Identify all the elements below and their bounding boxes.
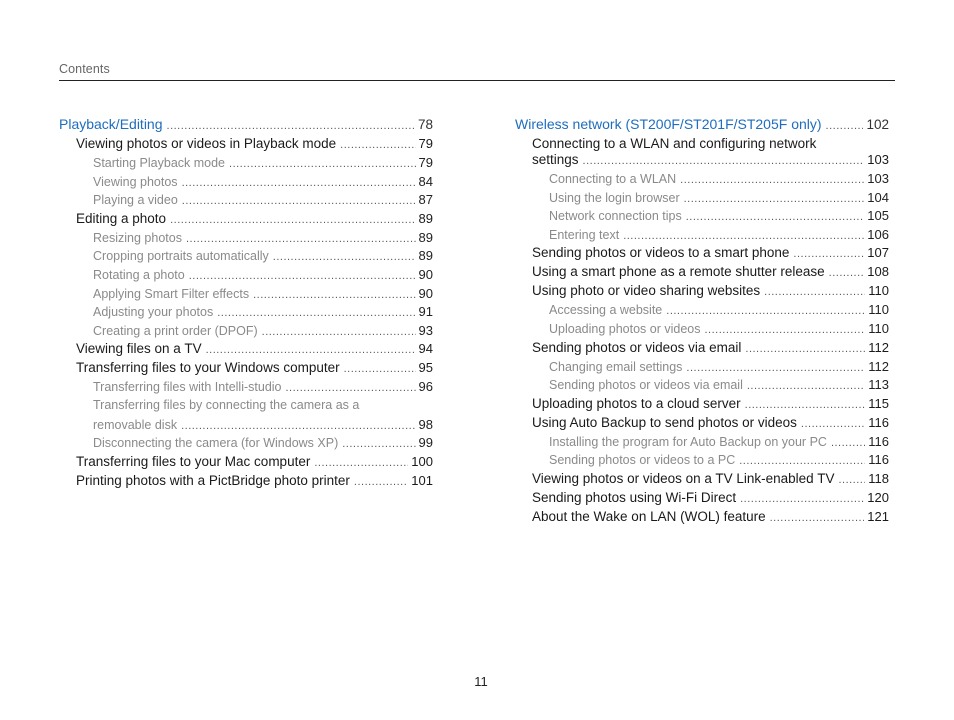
toc-entry[interactable] bbox=[59, 379, 433, 398]
toc-entry-title: Sending photos using Wi-Fi Direct bbox=[532, 489, 737, 505]
toc-entry-page: 98 bbox=[418, 416, 433, 432]
toc-entry-page: 90 bbox=[418, 266, 433, 282]
toc-entry-page: 100 bbox=[411, 453, 433, 469]
toc-entry-title: settings bbox=[532, 152, 579, 167]
toc-entry[interactable] bbox=[59, 435, 433, 454]
toc-entry-title: Disconnecting the camera (for Windows XP) bbox=[93, 436, 339, 451]
toc-dot-leader bbox=[686, 211, 865, 223]
toc-entry-page: 91 bbox=[418, 304, 433, 320]
toc-entry[interactable] bbox=[515, 471, 889, 490]
toc-entry-title-line: Connecting to a WLAN and configuring network bbox=[532, 136, 817, 151]
toc-entry-title: Playback/Editing bbox=[59, 116, 163, 132]
toc-entry-title: Using a smart phone as a remote shutter release bbox=[532, 264, 825, 280]
toc-dot-leader bbox=[831, 437, 865, 449]
toc-entry-page: 89 bbox=[418, 210, 433, 226]
toc-entry-title: Playing a video bbox=[93, 193, 178, 208]
toc-entry[interactable] bbox=[515, 264, 889, 283]
toc-dot-leader bbox=[745, 343, 865, 355]
toc-dot-leader bbox=[583, 155, 865, 167]
toc-dot-leader bbox=[189, 270, 416, 282]
toc-entry[interactable] bbox=[59, 248, 433, 267]
toc-entry[interactable] bbox=[515, 245, 889, 264]
toc-entry-title: removable disk bbox=[93, 417, 178, 432]
toc-entry[interactable] bbox=[59, 174, 433, 193]
toc-dot-leader bbox=[686, 362, 865, 374]
toc-dot-leader bbox=[666, 305, 865, 317]
toc-entry[interactable] bbox=[515, 116, 889, 136]
toc-entry-title: Viewing photos or videos on a TV Link-enabled TV bbox=[532, 470, 835, 486]
toc-entry-page: 108 bbox=[867, 264, 889, 280]
toc-dot-leader bbox=[793, 248, 864, 260]
toc-dot-leader bbox=[801, 418, 865, 430]
toc-entry-title: Transferring files to your Mac computer bbox=[76, 453, 311, 469]
page-number: 11 bbox=[474, 674, 488, 689]
toc-entry-title: Wireless network (ST200F/ST201F/ST205F only) bbox=[515, 116, 822, 132]
toc-entry-title: Installing the program for Auto Backup on your PC bbox=[549, 434, 827, 449]
toc-dot-leader bbox=[342, 438, 415, 450]
section-header: Contents bbox=[59, 62, 110, 76]
toc-entry-title: Transferring files to your Windows computer bbox=[76, 360, 340, 376]
toc-entry[interactable] bbox=[59, 454, 433, 473]
toc-entry-title: Applying Smart Filter effects bbox=[93, 286, 250, 301]
toc-entry[interactable] bbox=[59, 323, 433, 342]
toc-entry[interactable] bbox=[515, 340, 889, 359]
toc-entry-title: Sending photos or videos via email bbox=[549, 378, 743, 393]
toc-entry-title: Accessing a website bbox=[549, 303, 663, 318]
toc-entry[interactable] bbox=[515, 171, 889, 190]
toc-entry-title: Entering text bbox=[549, 227, 620, 242]
toc-entry[interactable] bbox=[515, 452, 889, 471]
toc-entry[interactable] bbox=[515, 283, 889, 302]
toc-dot-leader bbox=[623, 230, 864, 242]
toc-entry-page: 110 bbox=[868, 320, 889, 336]
toc-entry[interactable] bbox=[59, 417, 433, 436]
toc-entry-page: 102 bbox=[866, 117, 889, 132]
toc-entry-title: Uploading photos to a cloud server bbox=[532, 395, 741, 411]
toc-dot-leader bbox=[182, 195, 416, 207]
toc-entry[interactable] bbox=[59, 267, 433, 286]
toc-dot-leader bbox=[170, 214, 415, 226]
toc-entry-page: 107 bbox=[867, 245, 889, 261]
toc-entry-title: Printing photos with a PictBridge photo printer bbox=[76, 472, 350, 488]
toc-entry[interactable] bbox=[515, 359, 889, 378]
toc-dot-leader bbox=[344, 363, 416, 375]
toc-entry-title: Connecting to a WLAN bbox=[549, 172, 677, 186]
header-divider bbox=[59, 80, 895, 81]
toc-entry[interactable] bbox=[59, 473, 433, 492]
toc-entry-title: Starting Playback mode bbox=[93, 156, 226, 170]
toc-entry-page: 94 bbox=[418, 341, 433, 357]
toc-dot-leader bbox=[745, 399, 866, 411]
toc-entry-title: Sending photos or videos to a PC bbox=[549, 453, 736, 468]
toc-dot-leader bbox=[829, 267, 865, 279]
toc-dot-leader bbox=[826, 120, 864, 132]
toc-dot-leader bbox=[286, 382, 416, 394]
toc-entry-page: 118 bbox=[868, 470, 889, 486]
toc-entry-page: 79 bbox=[418, 136, 433, 151]
toc-dot-leader bbox=[262, 326, 416, 338]
toc-entry[interactable] bbox=[515, 321, 889, 340]
toc-entry-page: 116 bbox=[868, 452, 889, 468]
toc-dot-leader bbox=[684, 193, 865, 205]
toc-dot-leader bbox=[273, 251, 416, 263]
toc-entry-title: Resizing photos bbox=[93, 230, 182, 245]
toc-dot-leader bbox=[747, 380, 865, 392]
toc-entry-title-line: Transferring files by connecting the camera as a bbox=[93, 397, 360, 412]
toc-entry-title: Network connection tips bbox=[549, 209, 682, 224]
toc-entry[interactable] bbox=[59, 341, 433, 360]
toc-entry-title: Using photo or video sharing websites bbox=[532, 283, 761, 299]
toc-entry-title: Transferring files with Intelli-studio bbox=[93, 380, 282, 395]
toc-entry[interactable] bbox=[515, 434, 889, 453]
toc-entry-title: Creating a print order (DPOF) bbox=[93, 323, 258, 338]
toc-dot-leader bbox=[740, 493, 864, 505]
toc-dot-leader bbox=[770, 512, 865, 524]
toc-entry-page: 110 bbox=[868, 302, 889, 318]
toc-entry-page: 103 bbox=[867, 152, 889, 167]
toc-dot-leader bbox=[206, 344, 416, 356]
toc-entry[interactable] bbox=[515, 302, 889, 321]
toc-dot-leader bbox=[181, 420, 415, 432]
toc-entry-page: 112 bbox=[868, 358, 889, 374]
toc-entry-title: Viewing photos or videos in Playback mode bbox=[76, 136, 337, 151]
toc-entry-page: 116 bbox=[868, 433, 889, 449]
toc-entry-title: Using the login browser bbox=[549, 190, 680, 205]
toc-dot-leader bbox=[167, 120, 415, 132]
toc-entry-title: Changing email settings bbox=[549, 359, 683, 374]
toc-entry[interactable] bbox=[59, 304, 433, 323]
toc-dot-leader bbox=[314, 457, 408, 469]
toc-entry-title: Sending photos or videos via email bbox=[532, 339, 742, 355]
toc-dot-leader bbox=[705, 324, 866, 336]
toc-entry[interactable] bbox=[59, 116, 433, 136]
toc-entry[interactable] bbox=[59, 211, 433, 230]
toc-entry-page: 105 bbox=[867, 208, 889, 224]
toc-entry-page: 87 bbox=[418, 192, 433, 208]
toc-entry-page: 78 bbox=[417, 117, 433, 132]
toc-entry[interactable] bbox=[59, 155, 433, 174]
toc-column-right bbox=[515, 116, 889, 528]
toc-entry-page: 116 bbox=[868, 414, 889, 430]
toc-entry[interactable] bbox=[59, 136, 433, 155]
toc-entry-title: Adjusting your photos bbox=[93, 305, 214, 320]
toc-entry-page: 120 bbox=[867, 489, 889, 505]
toc-dot-leader bbox=[217, 307, 415, 319]
toc-entry[interactable] bbox=[515, 415, 889, 434]
toc-entry-page: 113 bbox=[868, 377, 889, 393]
toc-dot-leader bbox=[229, 158, 416, 170]
toc-dot-leader bbox=[680, 174, 864, 186]
toc-entry-page: 101 bbox=[411, 472, 433, 488]
toc-entry[interactable] bbox=[59, 360, 433, 379]
toc-dot-leader bbox=[764, 286, 865, 298]
toc-entry[interactable] bbox=[515, 396, 889, 415]
toc-entry-page: 89 bbox=[418, 248, 433, 264]
toc-entry-page: 95 bbox=[418, 360, 433, 376]
toc-entry-page: 104 bbox=[867, 189, 889, 205]
toc-entry-title: About the Wake on LAN (WOL) feature bbox=[532, 508, 766, 524]
toc-entry-title: Sending photos or videos to a smart phone bbox=[532, 245, 790, 261]
toc-entry[interactable] bbox=[515, 152, 889, 171]
toc-entry-page: 103 bbox=[867, 171, 889, 186]
toc-dot-leader bbox=[186, 233, 416, 245]
toc-dot-leader bbox=[354, 476, 408, 488]
toc-entry[interactable] bbox=[515, 190, 889, 209]
toc-entry-page: 93 bbox=[418, 322, 433, 338]
toc-entry-page: 106 bbox=[867, 226, 889, 242]
toc-entry-title: Using Auto Backup to send photos or videos bbox=[532, 414, 797, 430]
toc-entry-page: 112 bbox=[868, 339, 889, 355]
toc-entry-page: 96 bbox=[418, 379, 433, 395]
toc-dot-leader bbox=[838, 474, 865, 486]
toc-entry-title: Viewing photos bbox=[93, 174, 178, 189]
toc-entry[interactable] bbox=[515, 377, 889, 396]
toc-entry-page: 99 bbox=[418, 435, 433, 451]
toc-column-left bbox=[59, 116, 433, 492]
toc-entry-page: 90 bbox=[418, 285, 433, 301]
toc-entry[interactable] bbox=[59, 286, 433, 305]
toc-dot-leader bbox=[182, 177, 416, 189]
toc-entry[interactable] bbox=[515, 490, 889, 509]
toc-entry-page: 110 bbox=[868, 283, 889, 299]
toc-entry-page: 121 bbox=[867, 508, 889, 524]
toc-entry-title: Cropping portraits automatically bbox=[93, 249, 269, 264]
toc-entry-page: 115 bbox=[868, 395, 889, 411]
toc-entry[interactable] bbox=[515, 509, 889, 528]
toc-entry-page: 79 bbox=[418, 155, 433, 170]
toc-dot-leader bbox=[253, 289, 415, 301]
toc-entry-page: 84 bbox=[418, 173, 433, 189]
toc-dot-leader bbox=[340, 139, 415, 151]
toc-entry-page: 89 bbox=[418, 229, 433, 245]
toc-entry[interactable] bbox=[515, 227, 889, 246]
toc-entry[interactable] bbox=[515, 208, 889, 227]
toc-entry-title: Editing a photo bbox=[76, 210, 167, 226]
toc-entry-title: Viewing files on a TV bbox=[76, 341, 202, 357]
toc-entry[interactable] bbox=[59, 230, 433, 249]
toc-entry-title: Uploading photos or videos bbox=[549, 321, 701, 336]
toc-entry-title: Rotating a photo bbox=[93, 267, 185, 282]
toc-dot-leader bbox=[739, 455, 865, 467]
toc-entry[interactable] bbox=[59, 192, 433, 211]
